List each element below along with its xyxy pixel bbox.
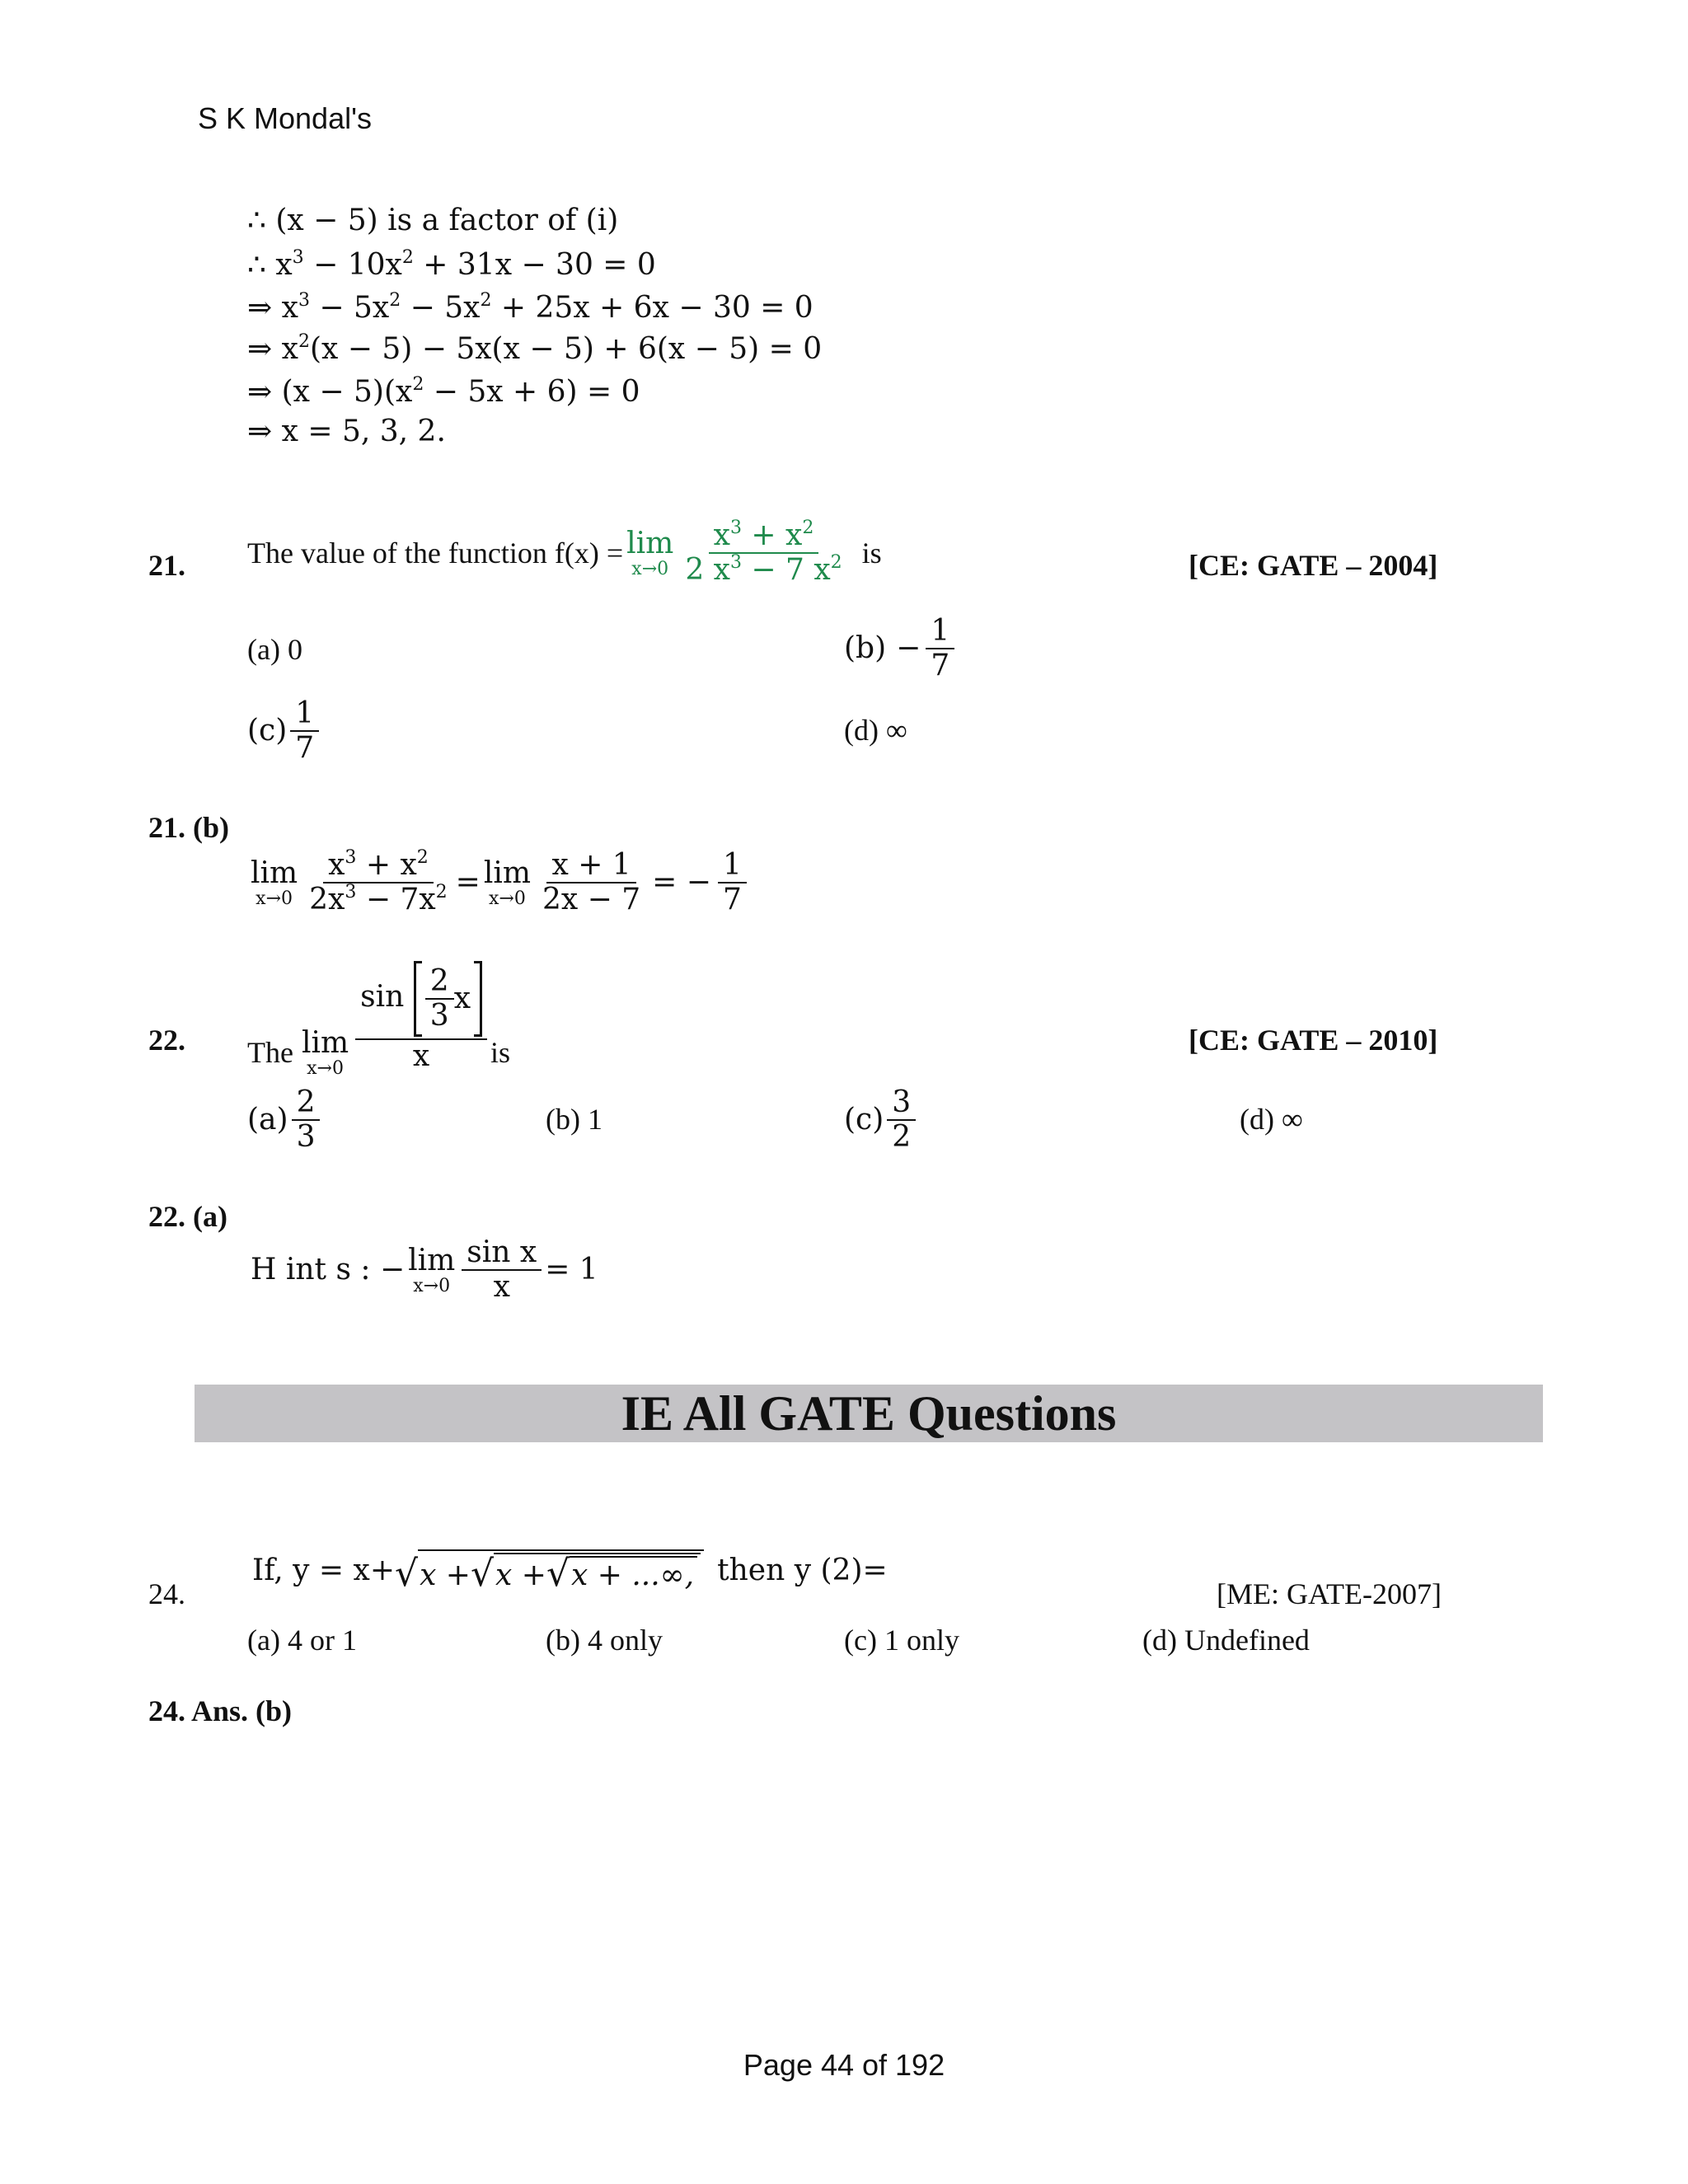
- option-c[interactable]: (c) $\frac{3}{2}$: [844, 1086, 919, 1154]
- limit-fraction: $\frac{x^3 + x^2}{2 x^3 - 7 x^2}$: [685, 518, 842, 587]
- option-d[interactable]: (d) ∞: [1240, 1103, 1303, 1136]
- question-number: 24.: [148, 1577, 185, 1610]
- option-a[interactable]: (a) 0: [247, 633, 302, 666]
- page-number: Page 44 of 192: [743, 2048, 945, 2082]
- step-line-3: ⇒ $x^3 - 5x^2 - 5x^2 + 25x + 6x - 30 = 0$: [247, 290, 814, 325]
- section-banner: [195, 1385, 1543, 1442]
- answer-21-derivation: lim x→0 $\frac{x^3 + x^2}{2x^3 - 7x^2}$ = lim x→0 $\frac{x + 1}{2x - 7}$ = − $\frac{1}{7}$: [247, 849, 750, 916]
- question-source: [CE: GATE – 2004]: [1189, 549, 1438, 582]
- section-title: IE All GATE Questions: [621, 1385, 1117, 1441]
- option-a[interactable]: (a) $\frac{2}{3}$: [247, 1086, 323, 1154]
- step-line-5: ⇒ $(x - 5)(x^2 - 5x + 6) = 0$: [247, 374, 640, 409]
- option-d[interactable]: (d) ∞: [844, 714, 907, 747]
- option-b[interactable]: (b) − $\frac{1}{7}$: [844, 615, 954, 682]
- limit-operator: lim x→0: [626, 527, 674, 579]
- step-line-2: ∴ $x^3 - 10x^2 + 31x - 30 = 0$: [247, 247, 656, 282]
- option-b[interactable]: (b) 1: [546, 1103, 603, 1136]
- answer-22-hint: H int s : − lim x→0 $\frac{\text{sin x}}{x}$ = 1: [251, 1235, 598, 1304]
- question-source: [ME: GATE-2007]: [1217, 1577, 1442, 1610]
- option-c[interactable]: (c) $\frac{1}{7}$: [247, 697, 322, 765]
- answer-heading: 22. (a): [148, 1200, 227, 1233]
- question-stem: The value of the function f(x) = lim x→0 $\frac{x^3 + x^2}{2 x^3 - 7 x^2}$ is: [247, 518, 882, 587]
- question-stem: The lim x→0 sin $\frac{2}{3}$ x x is: [247, 956, 510, 1078]
- answer-heading: 21. (b): [148, 811, 229, 844]
- step-line-1: ∴ (x − 5) is a factor of (i): [247, 204, 619, 237]
- question-stem: If, y = x+ √ x + √ x + √ x + ...∞, then y (2)=: [252, 1549, 888, 1592]
- question-source: [CE: GATE – 2010]: [1189, 1024, 1438, 1057]
- step-line-4: ⇒ $x^2(x - 5) - 5x(x - 5) + 6(x - 5) = 0$: [247, 331, 823, 366]
- header-author: S K Mondal's: [198, 101, 372, 135]
- nested-radical: √ x + √ x + √ x + ...∞,: [395, 1549, 704, 1592]
- option-c[interactable]: (c) 1 only: [844, 1624, 959, 1657]
- question-number: 21.: [148, 549, 185, 582]
- step-line-6: ⇒ x = 5, 3, 2.: [247, 415, 446, 448]
- option-b[interactable]: (b) 4 only: [546, 1624, 663, 1657]
- answer-24-heading: 24. Ans. (b): [148, 1694, 293, 1727]
- limit-fraction: sin $\frac{2}{3}$ x x: [355, 961, 487, 1073]
- question-number: 22.: [148, 1024, 185, 1057]
- option-d[interactable]: (d) Undefined: [1142, 1624, 1310, 1657]
- option-a[interactable]: (a) 4 or 1: [247, 1624, 357, 1657]
